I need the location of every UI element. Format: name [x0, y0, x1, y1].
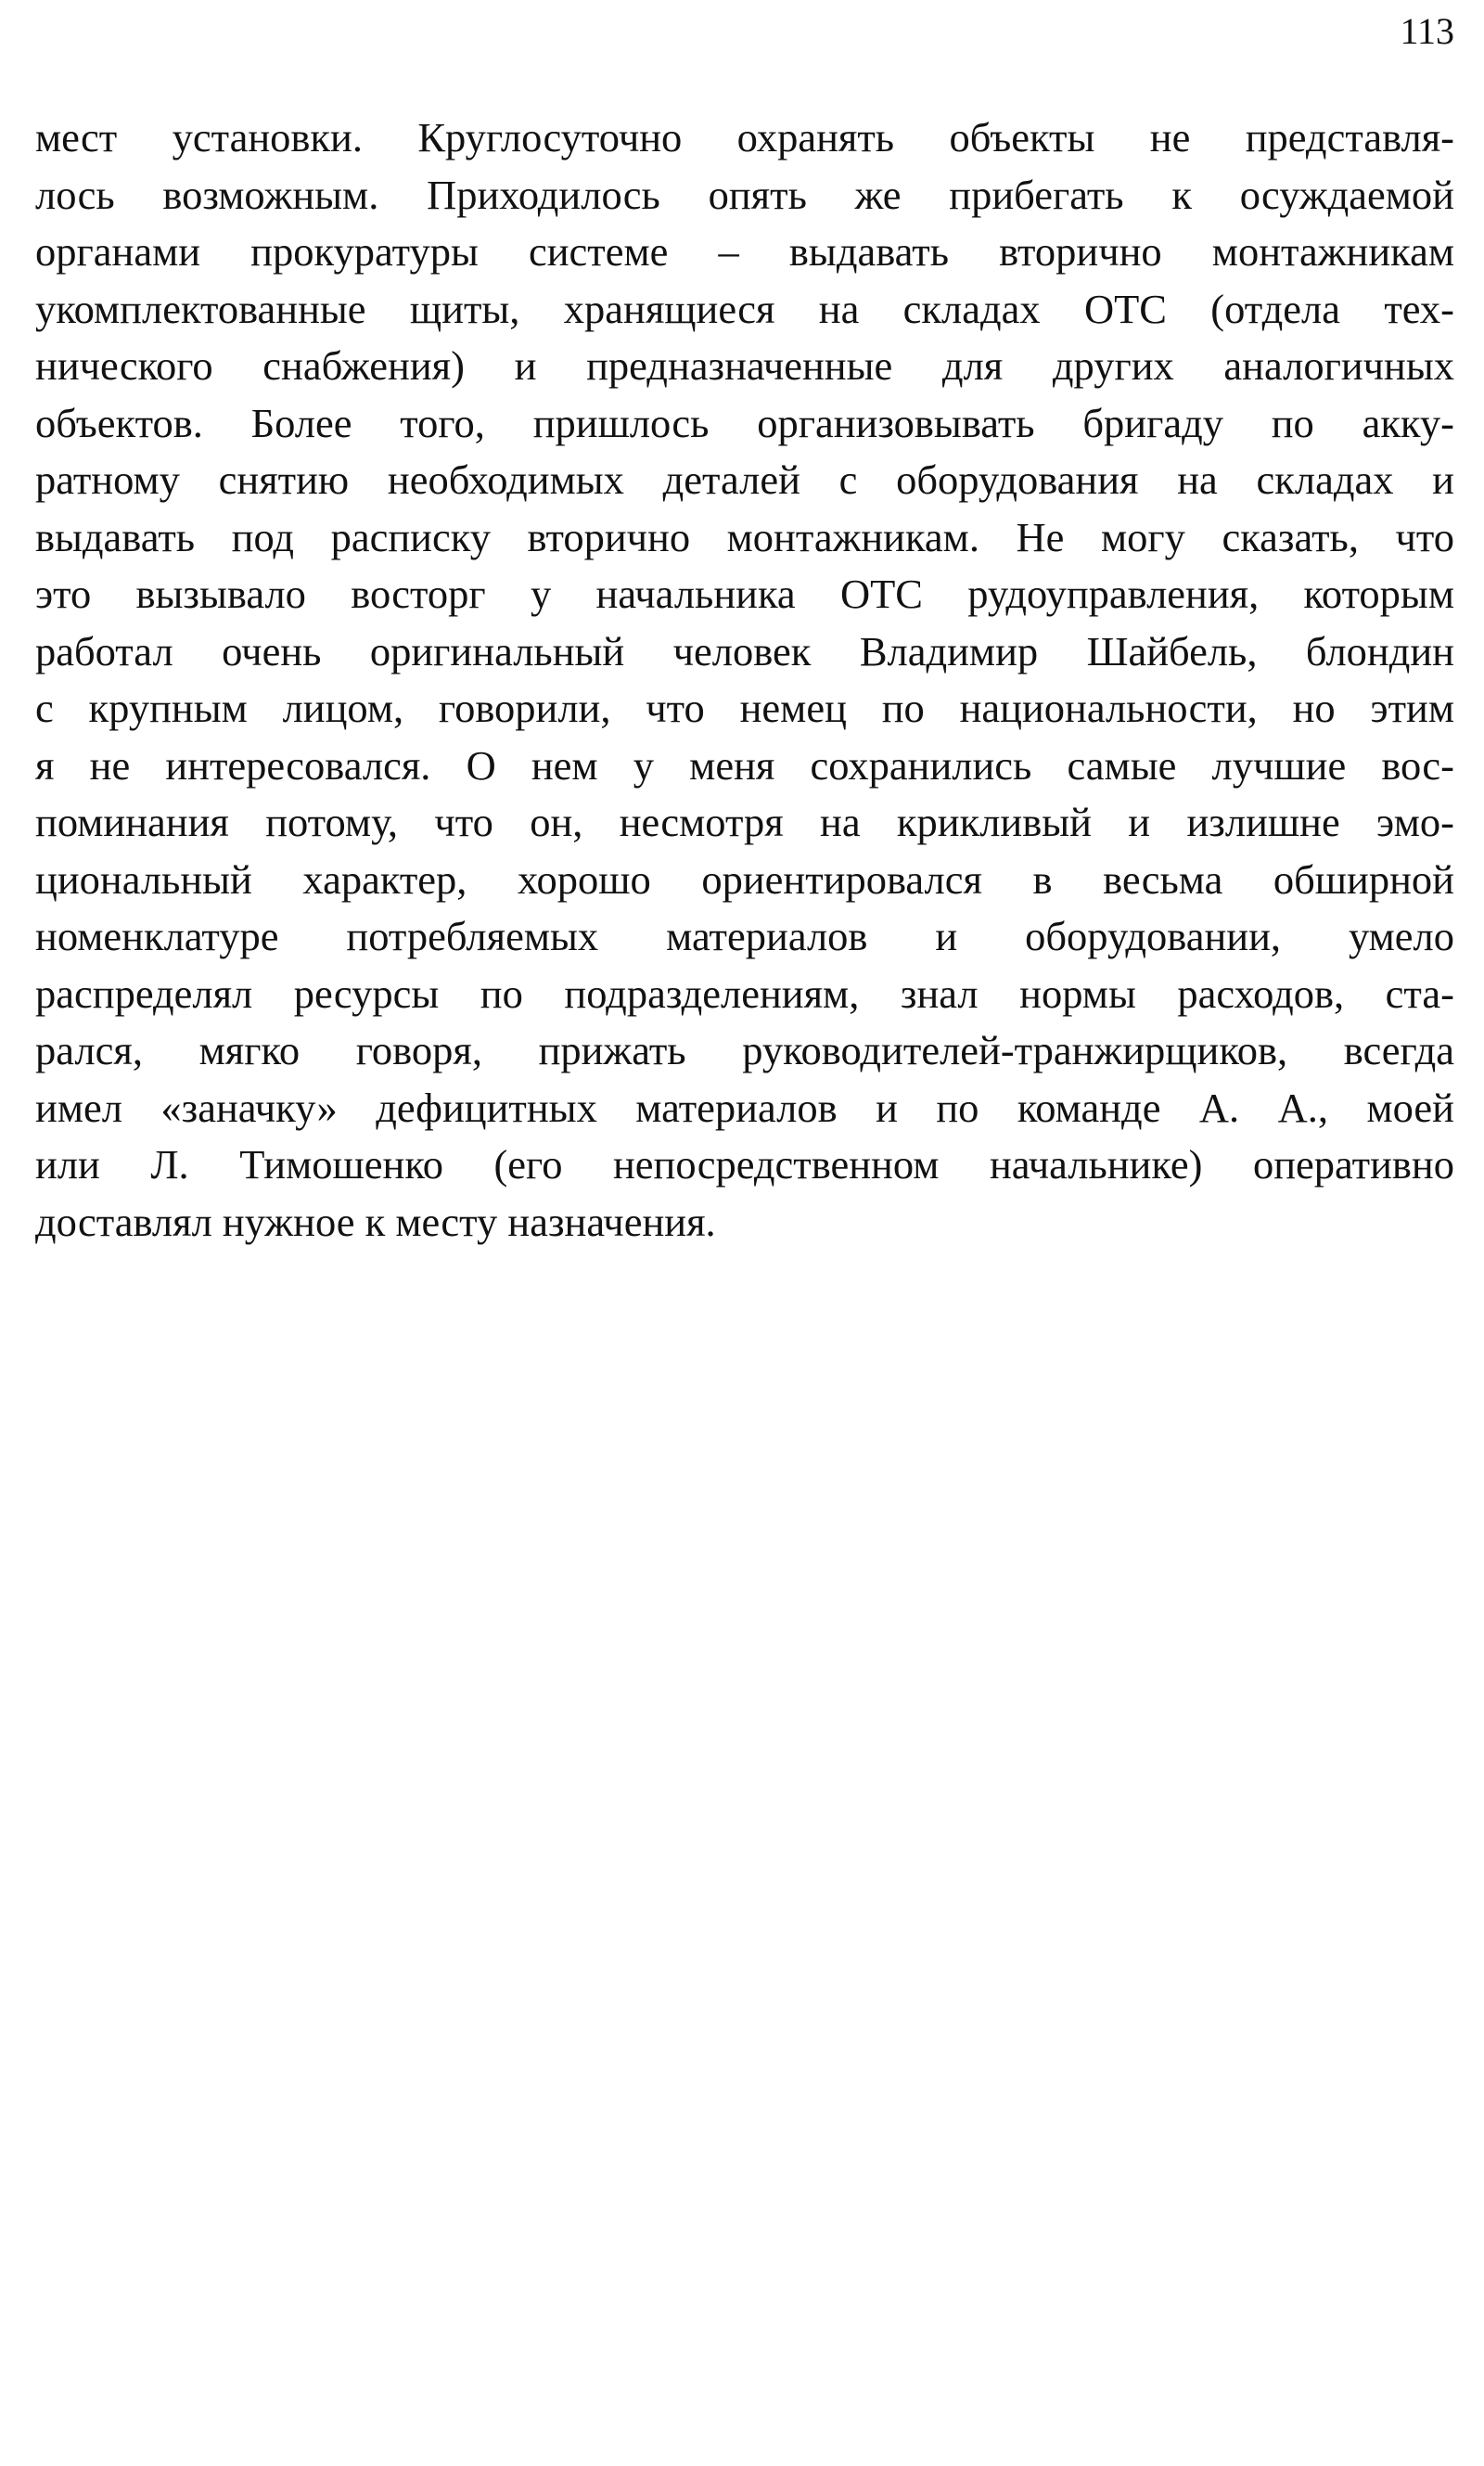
page-number: 113: [1400, 10, 1454, 52]
text-line: мест установки. Круглосуточно охранять объекты не представля-: [35, 114, 1454, 161]
text-line: поминания потому, что он, несмотря на крикливый и излишне эмо-: [35, 799, 1454, 845]
text-line: или Л. Тимошенко (его непосредственном начальнике) оперативно: [35, 1141, 1454, 1188]
text-line: доставлял нужное к месту назначения.: [35, 1198, 716, 1245]
text-line: с крупным лицом, говорили, что немец по национальности, но этим: [35, 685, 1454, 731]
text-line: работал очень оригинальный человек Владимир Шайбель, блондин: [35, 627, 1454, 674]
text-line: циональный характер, хорошо ориентировался в весьма обширной: [35, 855, 1454, 903]
text-line: ратному снятию необходимых деталей с оборудования на складах и: [35, 456, 1454, 503]
text-line: номенклатуре потребляемых материалов и оборудовании, умело: [35, 913, 1454, 959]
text-line: я не интересовался. О нем у меня сохранились самые лучшие вос-: [35, 741, 1454, 789]
text-line: нического снабжения) и предназначенные для других аналогичных: [35, 342, 1454, 389]
text-line: имел «заначку» дефицитных материалов и по команде А. А., моей: [35, 1084, 1454, 1131]
text-line: выдавать под расписку вторично монтажникам. Не могу сказать, что: [35, 513, 1454, 560]
text-line: лось возможным. Приходилось опять же прибегать к осуждаемой: [35, 171, 1454, 218]
text-line: распределял ресурсы по подразделениям, знал нормы расходов, ста-: [35, 970, 1454, 1017]
text-line: укомплектованные щиты, хранящиеся на складах ОТС (отдела тех-: [35, 285, 1454, 332]
text-line: это вызывало восторг у начальника ОТС рудоуправления, которым: [35, 571, 1454, 617]
text-line: рался, мягко говоря, прижать руководителей-транжирщиков, всегда: [35, 1027, 1454, 1073]
body-paragraph: [35, 109, 1454, 1251]
text-line: объектов. Более того, пришлось организовывать бригаду по акку-: [35, 399, 1454, 446]
text-line: органами прокуратуры системе – выдавать вторично монтажникам: [35, 228, 1454, 275]
